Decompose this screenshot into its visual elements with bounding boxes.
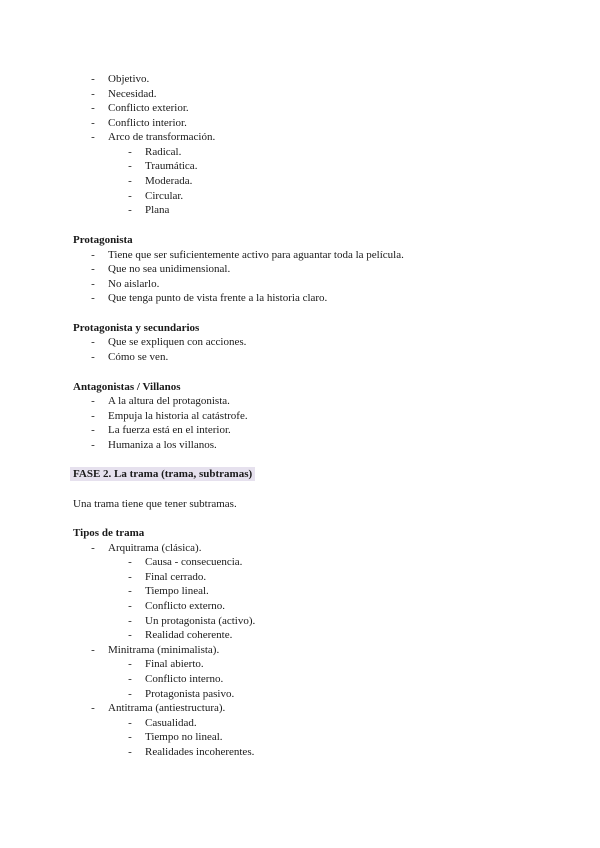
bullet-dash: - — [91, 263, 95, 275]
bullet-dash: - — [128, 717, 132, 729]
bullet-dash: - — [91, 336, 95, 348]
list-item-text: Moderada. — [145, 175, 193, 187]
list-item-text: Realidades incoherentes. — [145, 746, 255, 758]
bullet-dash: - — [128, 673, 132, 685]
list-item-text: Causa - consecuencia. — [145, 556, 243, 568]
list-item-text: Arco de transformación. — [108, 131, 216, 143]
bullet-dash: - — [128, 746, 132, 758]
bullet-dash: - — [128, 571, 132, 583]
list-item-text: Cómo se ven. — [108, 351, 169, 363]
bullet-dash: - — [128, 629, 132, 641]
list-item-text: Traumática. — [145, 160, 198, 172]
list-item-text: A la altura del protagonista. — [108, 395, 230, 407]
section-heading: Protagonista — [73, 234, 133, 246]
list-item-text: Tiempo no lineal. — [145, 731, 223, 743]
paragraph: Una trama tiene que tener subtramas. — [73, 498, 237, 510]
list-item-text: Conflicto externo. — [145, 600, 226, 612]
bullet-dash: - — [91, 117, 95, 129]
bullet-dash: - — [91, 102, 95, 114]
list-item-text: Que no sea unidimensional. — [108, 263, 231, 275]
list-item-text: Tiempo lineal. — [145, 585, 209, 597]
bullet-dash: - — [128, 688, 132, 700]
bullet-dash: - — [91, 351, 95, 363]
list-item-text: Minitrama (minimalista). — [108, 644, 220, 656]
list-item-text: Que tenga punto de vista frente a la historia claro. — [108, 292, 328, 304]
bullet-dash: - — [91, 702, 95, 714]
list-item-text: La fuerza está en el interior. — [108, 424, 231, 436]
list-item-text: Conflicto interno. — [145, 673, 224, 685]
bullet-dash: - — [91, 73, 95, 85]
list-item-text: Antitrama (antiestructura). — [108, 702, 226, 714]
bullet-dash: - — [128, 160, 132, 172]
phase-heading: FASE 2. La trama (trama, subtramas) — [70, 467, 255, 481]
list-item-text: Humaniza a los villanos. — [108, 439, 217, 451]
bullet-dash: - — [91, 410, 95, 422]
list-item-text: Necesidad. — [108, 88, 157, 100]
bullet-dash: - — [128, 204, 132, 216]
bullet-dash: - — [128, 658, 132, 670]
list-item-text: No aislarlo. — [108, 278, 160, 290]
bullet-dash: - — [91, 424, 95, 436]
list-item-text: Arquitrama (clásica). — [108, 542, 202, 554]
section-heading: Tipos de trama — [73, 527, 145, 539]
list-item-text: Un protagonista (activo). — [145, 615, 256, 627]
section-heading: Antagonistas / Villanos — [73, 381, 181, 393]
list-item-text: Objetivo. — [108, 73, 150, 85]
bullet-dash: - — [128, 190, 132, 202]
bullet-dash: - — [91, 278, 95, 290]
list-item-text: Tiene que ser suficientemente activo para aguantar toda la película. — [108, 249, 404, 261]
bullet-dash: - — [128, 615, 132, 627]
list-item-text: Final cerrado. — [145, 571, 207, 583]
bullet-dash: - — [91, 131, 95, 143]
list-item-text: Radical. — [145, 146, 182, 158]
bullet-dash: - — [91, 292, 95, 304]
list-item-text: Protagonista pasivo. — [145, 688, 235, 700]
bullet-dash: - — [128, 585, 132, 597]
bullet-dash: - — [128, 600, 132, 612]
list-item-text: Circular. — [145, 190, 184, 202]
bullet-dash: - — [128, 731, 132, 743]
list-item-text: Plana — [145, 204, 170, 216]
section-heading: Protagonista y secundarios — [73, 322, 200, 334]
list-item-text: Realidad coherente. — [145, 629, 233, 641]
bullet-dash: - — [128, 556, 132, 568]
list-item-text: Empuja la historia al catástrofe. — [108, 410, 248, 422]
bullet-dash: - — [128, 175, 132, 187]
bullet-dash: - — [91, 439, 95, 451]
list-item-text: Casualidad. — [145, 717, 197, 729]
bullet-dash: - — [128, 146, 132, 158]
list-item-text: Conflicto interior. — [108, 117, 187, 129]
list-item-text: Que se expliquen con acciones. — [108, 336, 247, 348]
list-item-text: Conflicto exterior. — [108, 102, 189, 114]
bullet-dash: - — [91, 88, 95, 100]
bullet-dash: - — [91, 644, 95, 656]
bullet-dash: - — [91, 542, 95, 554]
bullet-dash: - — [91, 249, 95, 261]
list-item-text: Final abierto. — [145, 658, 204, 670]
bullet-dash: - — [91, 395, 95, 407]
